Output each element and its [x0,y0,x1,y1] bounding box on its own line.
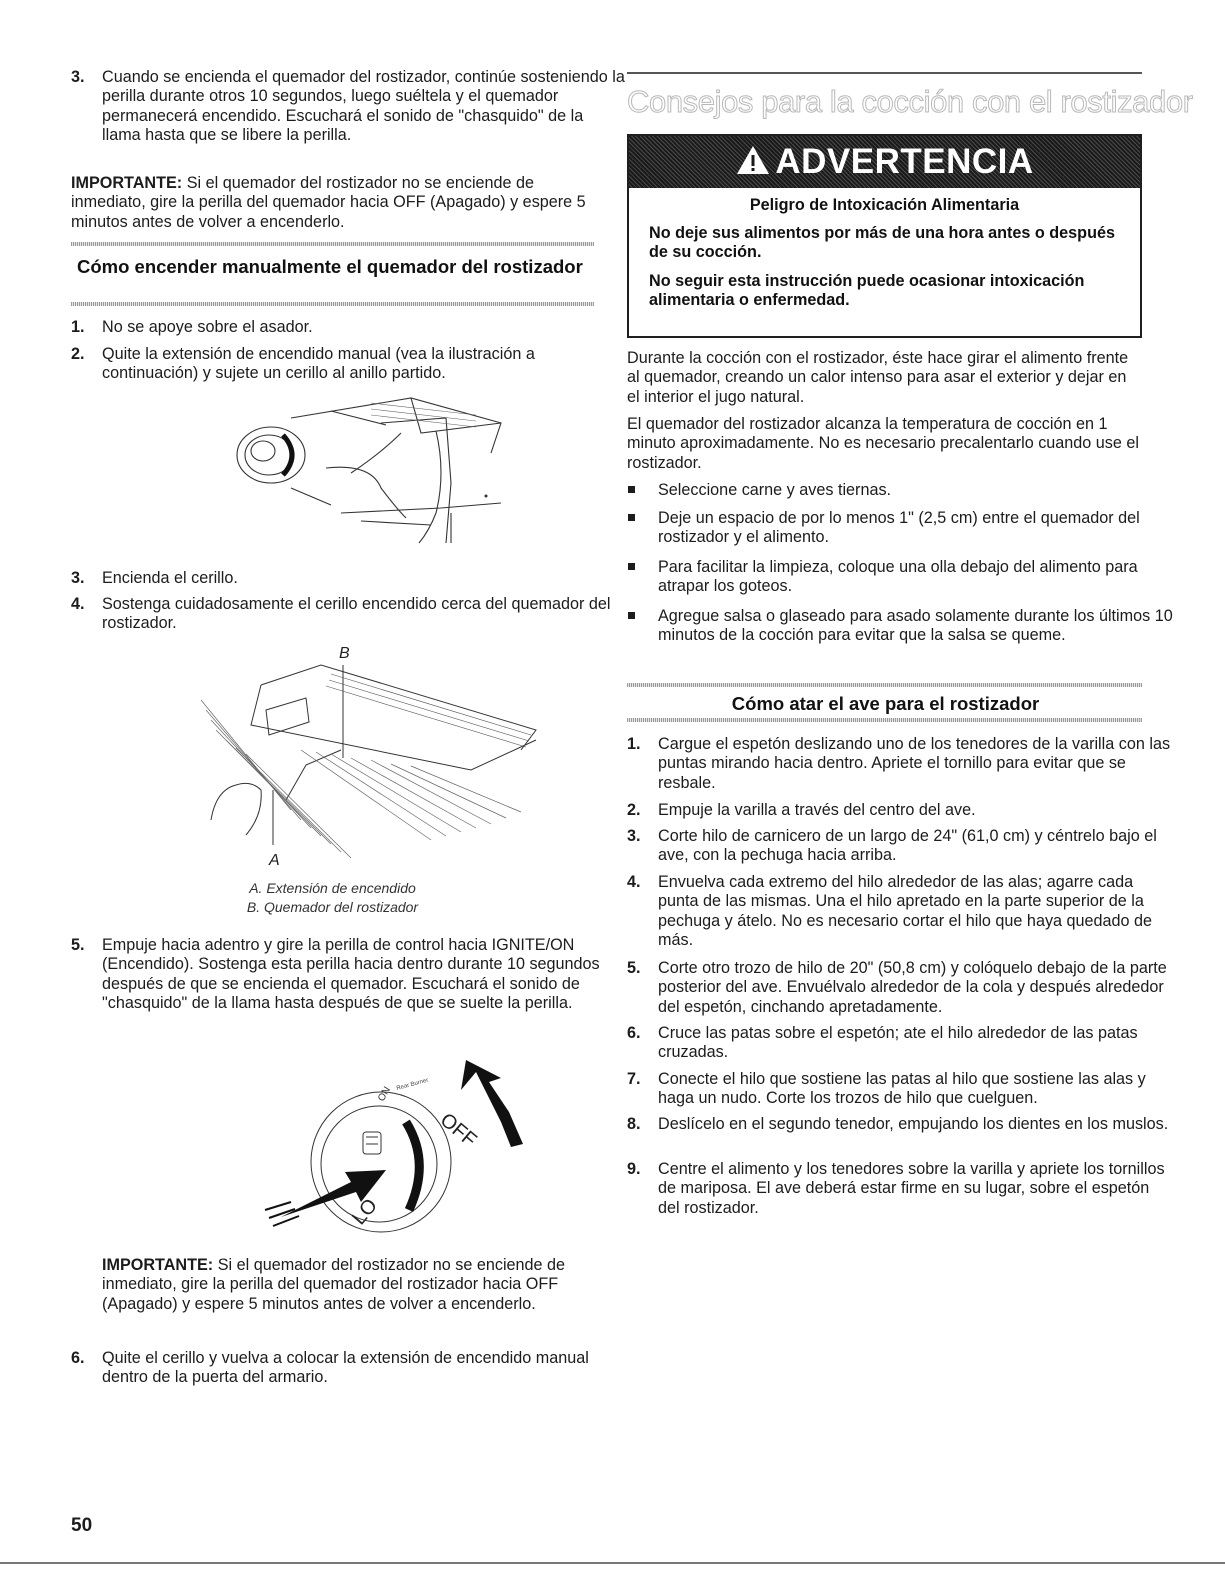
manual-step-4 [71,595,625,634]
step-text: Conecte el hilo que sostiene las patas al hilo que sostiene las alas y haga un nudo. Corte los trozos de hilo que cuelguen. [658,1070,1146,1108]
important-text: Si el quemador del rostizador no se enciende de inmediato, gire la perilla del quemador hacia OFF (Apagado) y espere 5 minutos antes de volver a encenderlo. [71,174,586,231]
tie-step [627,1115,1173,1134]
step-text: No se apoye sobre el asador. [102,318,313,336]
step-text: Deslícelo en el segundo tenedor, empujando los dientes en los muslos. [658,1115,1169,1133]
rotisserie-paragraph-2: El quemador del rostizador alcanza la temperatura de cocción en 1 minuto aproximadamente. No es necesario precalentarlo cuando use el rostizador. [627,415,1140,472]
step-number: 4. [627,873,641,891]
step-text: Corte hilo de carnicero de un largo de 24" (61,0 cm) y céntrelo bajo el ave, con la pechuga hacia arriba. [658,827,1157,865]
tie-step [627,827,1173,866]
tie-step [627,959,1173,1017]
bullet-text: Deje un espacio de por lo menos 1" (2,5 cm) entre el quemador del rostizador y el alimento. [658,509,1140,547]
control-knob-illustration [261,1052,531,1242]
knob-off-label: OFF [435,1108,481,1152]
callout-a-label: A [269,852,280,869]
bullet-item [627,509,1173,548]
hazard-name: Peligro de Intoxicación Alimentaria [749,196,1020,214]
step-text: Quite la extensión de encendido manual (vea la ilustración a continuación) y sujete un cerillo al anillo partido. [102,345,535,383]
warning-line-1: No deje sus alimentos por más de una hora antes o después de su cocción. [649,223,1115,262]
warning-triangle-icon [735,144,771,181]
knob-on-label: ON [376,1085,394,1104]
bullet-item [627,558,1173,597]
step-3-rotisserie-hold [71,68,625,146]
step-number: 5. [71,936,85,954]
tie-step [627,1160,1173,1218]
step-text: Empuje la varilla a través del centro del ave. [658,801,976,819]
step-number: 7. [627,1070,641,1088]
step-number: 8. [627,1115,641,1133]
step-number: 2. [627,801,641,819]
step-text: Cruce las patas sobre el espetón; ate el hilo alrededor de las patas cruzadas. [658,1024,1138,1062]
page-number: 50 [71,1515,93,1536]
important-note-1 [71,174,594,232]
step-number: 1. [71,318,85,336]
manual-step-1 [71,318,625,337]
knob-lo-label: LO [347,1194,382,1230]
tie-step [627,1070,1173,1109]
step-number: 3. [71,569,85,587]
step-text: Quite el cerillo y vuelva a colocar la extensión de encendido manual dentro de la puerta del armario. [102,1349,589,1387]
match-illustration [231,393,531,553]
footer-rule [0,1562,1225,1564]
step-number: 3. [627,827,641,845]
manual-step-5 [71,936,625,1014]
section-rule-top [71,242,594,246]
tie-step [627,873,1173,951]
important-label: IMPORTANTE: [71,174,183,192]
step-text: Cuando se encienda el quemador del rostizador, continúe sosteniendo la perilla durante otros 10 segundos, luego suéltela y el quemador permanecerá encendido. Escuchará el sonido de "chasquido" de la llama hasta que se libere la perilla. [102,68,625,145]
step-text: Envuelva cada extremo del hilo alrededor de las alas; agarre cada punta de las mismas. Una el hilo apretado en la parte superior de la pechuga y átelo. No es necesario cortar el hilo que haya quedado de más. [658,873,1153,950]
warning-banner [629,136,1140,188]
bullet-text: Para facilitar la limpieza, coloque una olla debajo del alimento para atrapar los goteos. [658,558,1138,596]
burner-illustration [191,640,551,875]
title-rule [627,72,1142,74]
caption-a: A. Extensión de encendido [249,880,416,896]
section-rule-bottom [71,302,594,306]
bullet-item [627,607,1173,646]
warning-box [627,134,1142,338]
callout-b-label: B [339,645,350,662]
rotisserie-paragraph-1: Durante la cocción con el rostizador, éste hace girar el alimento frente al quemador, creando un calor intenso para asar el exterior y dejar en el interior el jugo natural. [627,349,1129,406]
bullet-text: Agregue salsa o glaseado para asado solamente durante los últimos 10 minutos de la cocción para evitar que la salsa se queme. [658,607,1173,645]
bullet-icon [628,514,635,521]
step-text: Encienda el cerillo. [102,569,238,587]
important-label: IMPORTANTE: [102,1256,214,1274]
important-text: Si el quemador del rostizador no se enciende de inmediato, gire la perilla del quemador del rostizador hacia OFF (Apagado) y espere 5 minutos antes de volver a encenderlo. [102,1256,566,1313]
step-text: Corte otro trozo de hilo de 20" (50,8 cm) y colóquelo debajo de la parte posterior del ave. Envuélvalo alrededor de la cola y después alrededor del espetón, cinchando apretadamente. [658,959,1167,1016]
step-number: 1. [627,735,641,753]
manual-step-3 [71,569,625,588]
step-text: Empuje hacia adentro y gire la perilla de control hacia IGNITE/ON (Encendido). Sostenga esta perilla hacia dentro durante 10 segundos después de que se encienda el quemador. Escuchará el sonido de "chasquido" de la llama hasta después de que se suelte la perilla. [102,936,600,1013]
bullet-icon [628,486,635,493]
bullet-item [627,481,1173,500]
step-number: 9. [627,1160,641,1178]
tie-poultry-heading: Cómo atar el ave para el rostizador [731,693,1040,714]
tie-step [627,801,1173,820]
step-number: 6. [71,1349,85,1367]
warning-line-2: No seguir esta instrucción puede ocasionar intoxicación alimentaria o enfermedad. [649,271,1085,310]
step-text: Cargue el espetón deslizando uno de los tenedores de la varilla con las puntas mirando hacia dentro. Apriete el tornillo para evitar que se resbale. [658,735,1171,792]
step-number: 4. [71,595,85,613]
bullet-icon [628,612,635,619]
section-rule-bottom [627,718,1142,722]
manual-lighting-heading: Cómo encender manualmente el quemador del rostizador [77,256,583,277]
step-number: 5. [627,959,641,977]
knob-rear-burner-label: Rear Burner [395,1077,430,1092]
tie-step [627,735,1173,793]
rotisserie-tips-title: Consejos para la cocción con el rostizador [627,84,1193,119]
section-rule-top [627,683,1142,687]
important-note-2 [102,1256,594,1314]
step-text: Centre el alimento y los tenedores sobre la varilla y apriete los tornillos de mariposa. El ave deberá estar firme en su lugar, sobre el espetón del rostizador. [658,1160,1165,1217]
warning-body [649,196,1120,320]
step-number: 3. [71,68,85,86]
step-number: 2. [71,345,85,363]
manual-step-2 [71,345,625,384]
tie-step [627,1024,1173,1063]
step-text: Sostenga cuidadosamente el cerillo encendido cerca del quemador del rostizador. [102,595,611,633]
bullet-text: Seleccione carne y aves tiernas. [658,481,892,499]
manual-step-6 [71,1349,625,1388]
caption-b: B. Quemador del rostizador [246,899,419,915]
step-number: 6. [627,1024,641,1042]
bullet-icon [628,563,635,570]
warning-title: ADVERTENCIA [775,142,1034,181]
